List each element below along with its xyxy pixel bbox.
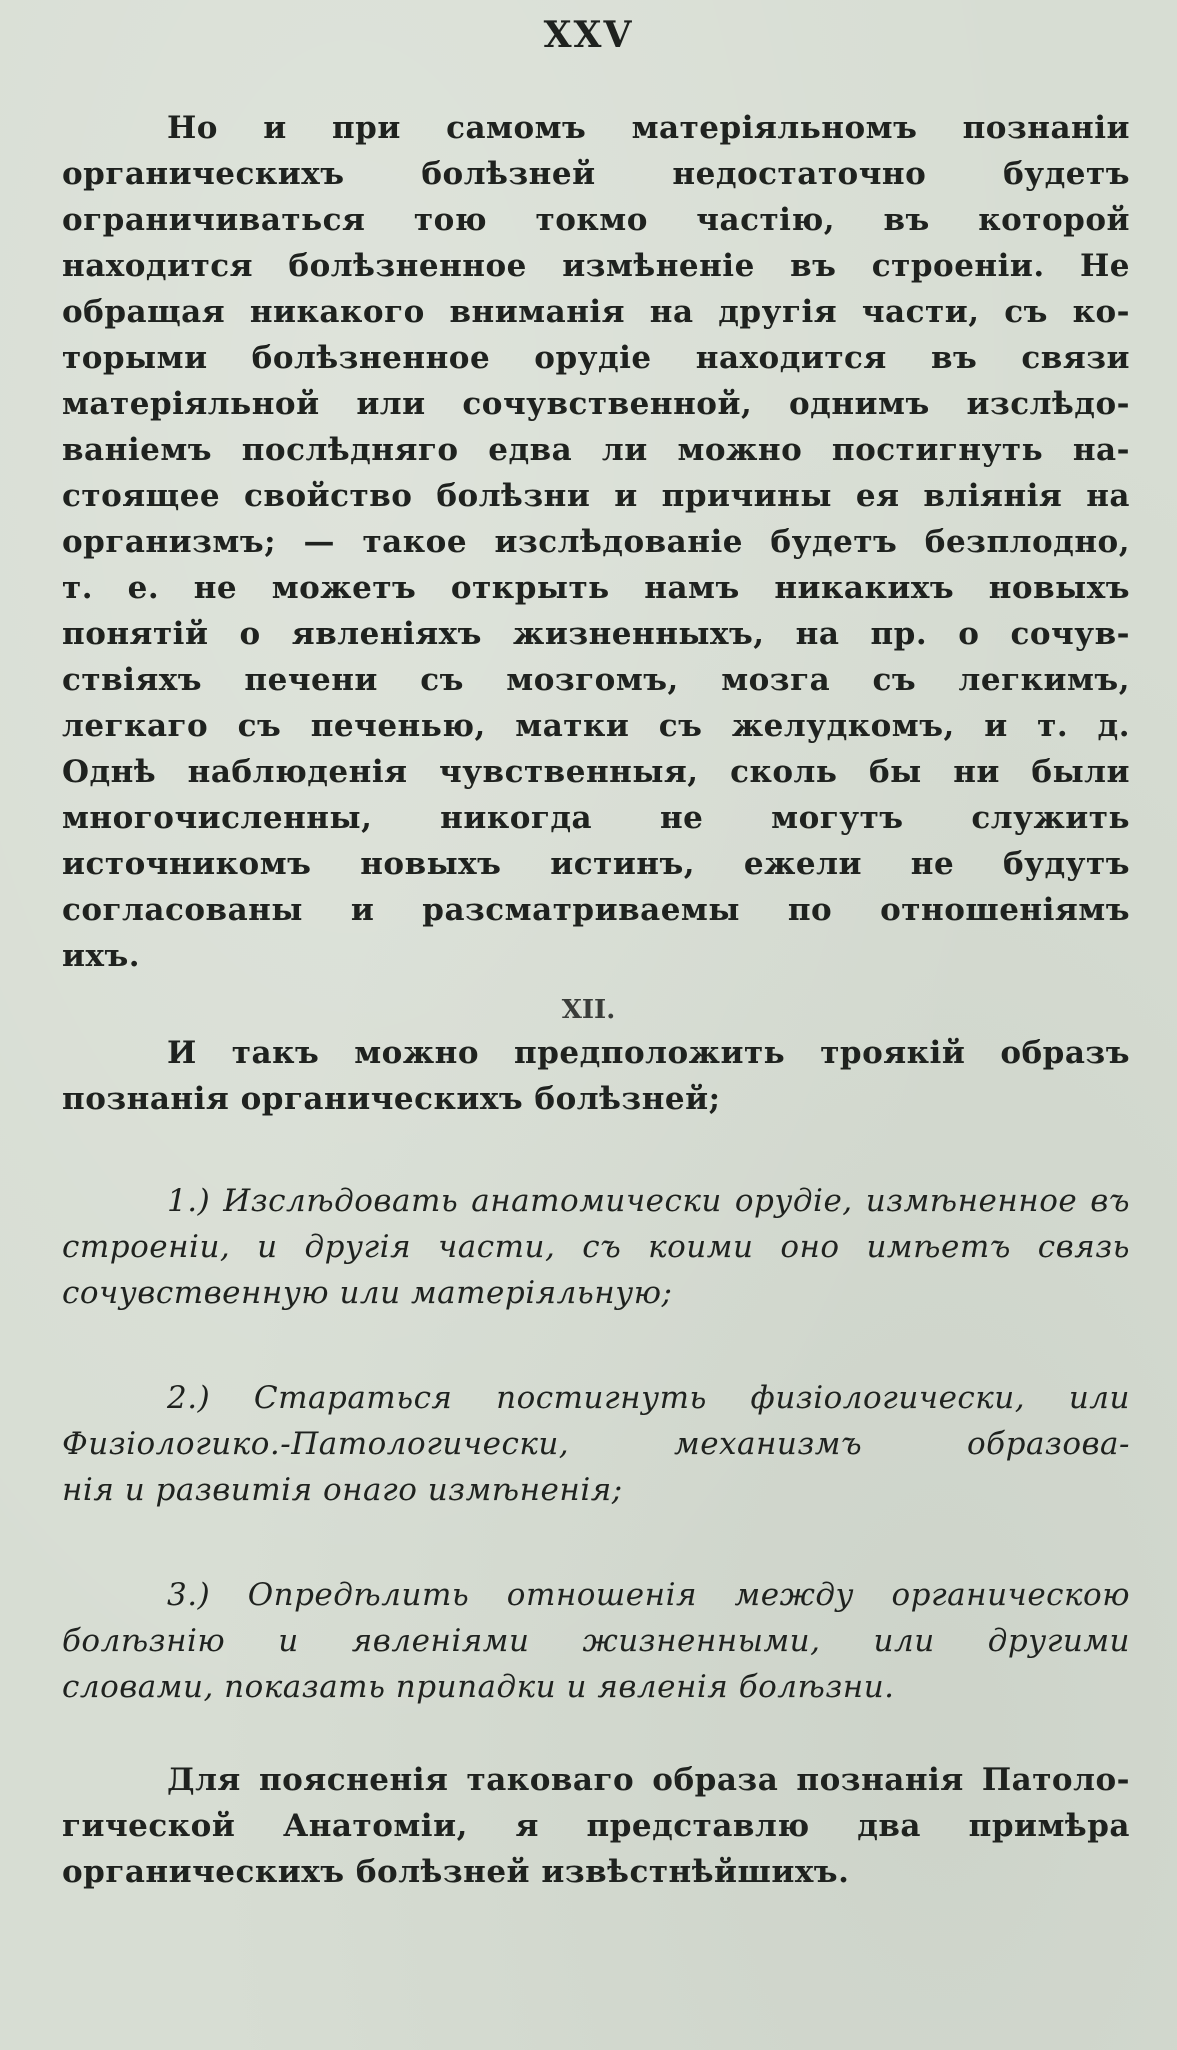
text-line: органическихъ болѣзней недостаточно будетъ [62, 156, 1130, 192]
text-line: познанія органическихъ болѣзней; [62, 1081, 721, 1117]
text-line: организмъ; — такое изслѣдованіе будетъ безплодно, [62, 524, 1130, 560]
text-line: сочувственную или матеріяльную; [62, 1275, 673, 1311]
text-line: согласованы и разсматриваемы по отношеніямъ [62, 892, 1130, 928]
list-item-3 [62, 1572, 1130, 1710]
text-line: легкаго съ печенью, матки съ желудкомъ, и т. д. [62, 708, 1130, 744]
text-line: органическихъ болѣзней извѣстнѣйшихъ. [62, 1854, 850, 1890]
list-item-1 [62, 1178, 1130, 1316]
text-line: Однѣ наблюденія чувственныя, сколь бы ни были [62, 754, 1130, 790]
text-line: Физіологико.-Патологически, механизмъ образова- [62, 1426, 1130, 1462]
page-number: XXV [543, 14, 634, 56]
text-line: т. е. не можетъ открыть намъ никакихъ новыхъ [62, 570, 1130, 606]
text-line: ограничиваться тою токмо частію, въ которой [62, 202, 1130, 238]
text-line: понятій о явленіяхъ жизненныхъ, на пр. о сочув- [62, 616, 1130, 652]
text-line: словами, показать припадки и явленія болѣзни. [62, 1669, 895, 1705]
paragraph-examples [62, 1757, 1130, 1895]
text-line: болѣзнію и явленіями жизненными, или другими [62, 1623, 1130, 1659]
text-line: гической Анатоміи, я представлю два примѣра [62, 1808, 1130, 1844]
text-line: 1.) Изслѣдовать анатомически орудіе, измѣненное въ [167, 1183, 1130, 1219]
text-line: 2.) Стараться постигнуть физіологически, или [167, 1380, 1130, 1416]
text-line: источникомъ новыхъ истинъ, ежели не будутъ [62, 846, 1130, 882]
text-line: И такъ можно предположить троякій образъ [167, 1035, 1130, 1071]
text-line: строеніи, и другія части, съ коими оно имѣетъ связь [62, 1229, 1130, 1265]
paragraph-threefold-method [62, 1030, 1130, 1122]
section-mark: ΧΙΙ. [561, 995, 616, 1025]
text-line: торыми болѣзненное орудіе находится въ связи [62, 340, 1130, 376]
text-line: Но и при самомъ матеріяльномъ познаніи [167, 110, 1130, 146]
text-line: нія и развитія онаго измѣненія; [62, 1472, 623, 1508]
text-line: Для поясненія таковаго образа познанія Патоло- [167, 1762, 1130, 1798]
list-item-2 [62, 1375, 1130, 1513]
text-line: находится болѣзненное измѣненіе въ строеніи. Не [62, 248, 1130, 284]
text-line: ваніемъ послѣдняго едва ли можно постигнуть на- [62, 432, 1130, 468]
text-line: 3.) Опредѣлить отношенія между органическою [167, 1577, 1130, 1613]
text-line: ихъ. [62, 938, 141, 974]
text-line: ствіяхъ печени съ мозгомъ, мозга съ легкимъ, [62, 662, 1130, 698]
text-line: обращая никакого вниманія на другія части, съ ко- [62, 294, 1130, 330]
paragraph-organic-diseases [62, 105, 1130, 979]
text-line: матеріяльной или сочувственной, однимъ изслѣдо- [62, 386, 1130, 422]
text-line: стоящее свойство болѣзни и причины ея вліянія на [62, 478, 1130, 514]
text-line: многочисленны, никогда не могутъ служить [62, 800, 1130, 836]
